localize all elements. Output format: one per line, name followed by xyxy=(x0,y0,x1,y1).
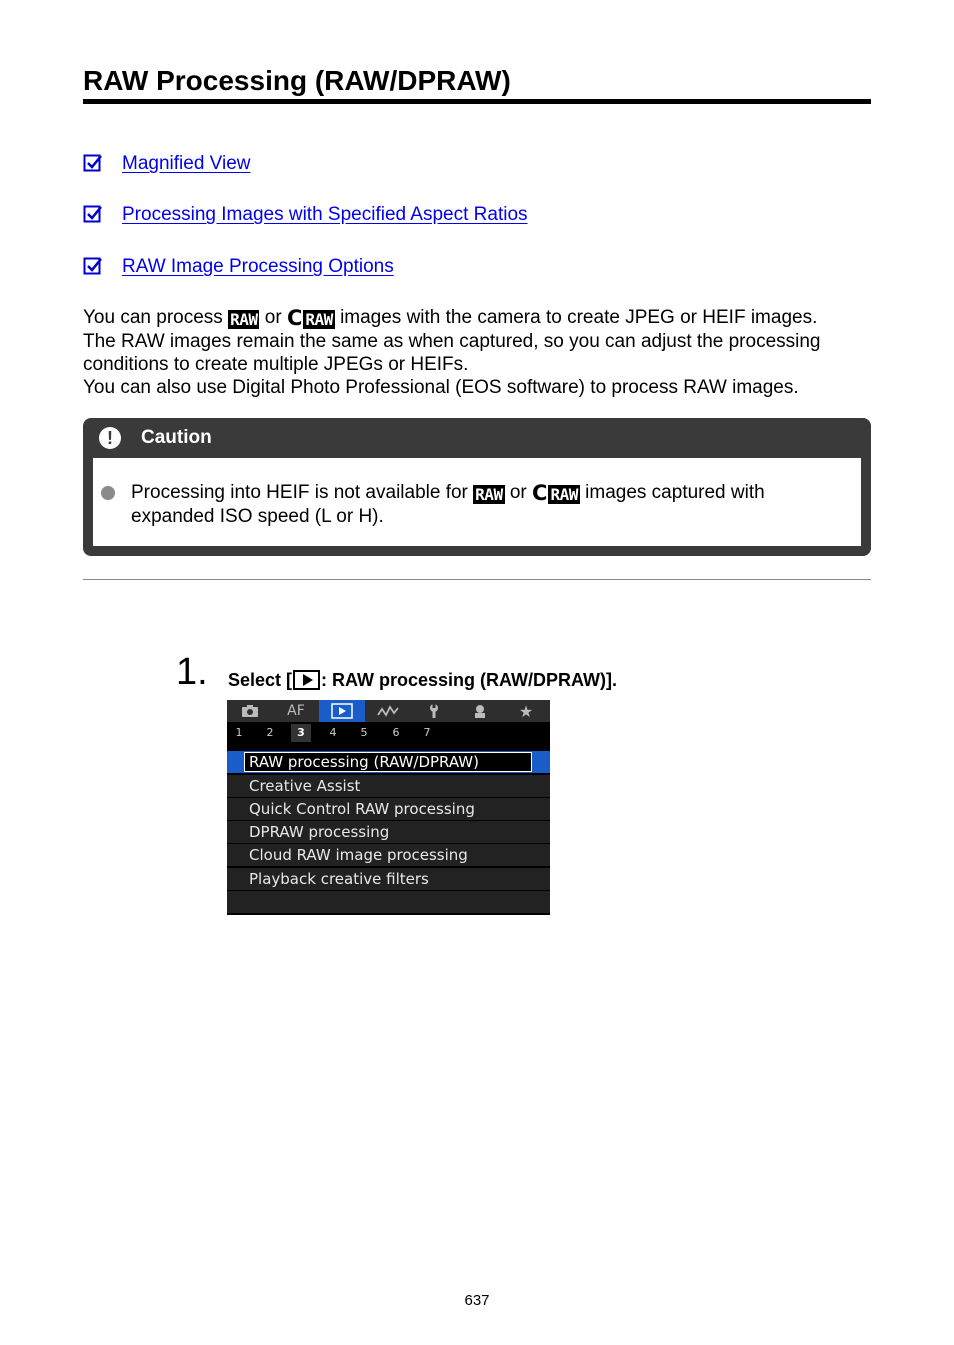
section-divider xyxy=(83,579,871,580)
raw-icon: RAW xyxy=(475,485,503,504)
page-number-7: 7 xyxy=(423,726,431,739)
step-text-a: Select [ xyxy=(228,670,293,690)
wireless-icon xyxy=(365,700,411,722)
caution-body xyxy=(93,458,861,546)
link-item-processing-options[interactable] xyxy=(83,255,394,279)
tab-af: AF xyxy=(287,703,305,719)
camera-tab-bar xyxy=(227,700,550,722)
intro-paragraph-1 xyxy=(83,306,873,330)
step-text-b: : RAW processing (RAW/DPRAW)]. xyxy=(321,670,618,690)
page-number-3: 3 xyxy=(291,724,311,742)
caution-text-b: images captured with expanded ISO speed (L or H). xyxy=(131,482,765,527)
raw-icon: RAW xyxy=(230,310,258,329)
intro-text-a: You can process xyxy=(83,307,223,328)
page-number-6: 6 xyxy=(392,726,400,739)
tab-playback-icon xyxy=(319,700,365,722)
menu-item-empty xyxy=(227,891,550,913)
link-item-magnified-view[interactable] xyxy=(83,152,251,176)
caution-text xyxy=(131,481,831,528)
menu-item-quick-control-raw: Quick Control RAW processing xyxy=(227,798,550,820)
menu-item-label: RAW processing (RAW/DPRAW) xyxy=(249,753,479,771)
bullet-icon xyxy=(101,486,115,500)
intro-text xyxy=(83,306,873,399)
camera-icon xyxy=(227,700,273,722)
menu-item-creative-filters: Playback creative filters xyxy=(227,868,550,890)
intro-paragraph-3: You can also use Digital Photo Professional (EOS software) to process RAW images. xyxy=(83,377,799,398)
caution-box xyxy=(83,418,871,556)
star-icon: ★ xyxy=(518,701,534,721)
menu-item-raw-processing xyxy=(227,751,550,773)
link-processing-options[interactable]: RAW Image Processing Options xyxy=(122,256,394,277)
caution-text-a: Processing into HEIF is not available for xyxy=(131,482,468,503)
craw-c-icon: C xyxy=(532,481,548,505)
page-title: RAW Processing (RAW/DPRAW) xyxy=(83,64,871,104)
checkbox-link-icon xyxy=(83,205,103,225)
page-number-2: 2 xyxy=(266,726,274,739)
link-magnified-view[interactable]: Magnified View xyxy=(122,153,251,174)
menu-item-creative-assist: Creative Assist xyxy=(227,775,550,797)
step-number: 1. xyxy=(176,651,208,693)
page-number-4: 4 xyxy=(329,726,337,739)
camera-page-numbers xyxy=(227,722,550,744)
link-item-aspect-ratios[interactable] xyxy=(83,203,528,227)
craw-icon: RAW xyxy=(550,485,578,504)
menu-item-dpraw-processing: DPRAW processing xyxy=(227,821,550,843)
intro-paragraph-2: The RAW images remain the same as when captured, so you can adjust the processing conditions to create multiple JPEGs or HEIFs. xyxy=(83,331,821,375)
caution-or: or xyxy=(509,482,527,503)
page-number: 637 xyxy=(464,1292,490,1309)
intro-or: or xyxy=(264,307,282,328)
camera-menu-screenshot xyxy=(227,700,550,915)
checkbox-link-icon xyxy=(83,257,103,277)
page-number-5: 5 xyxy=(360,726,368,739)
step-instruction xyxy=(228,668,617,692)
menu-item-cloud-raw: Cloud RAW image processing xyxy=(227,844,550,866)
caution-icon: ! xyxy=(99,427,121,449)
custom-icon xyxy=(457,700,503,722)
link-aspect-ratios[interactable]: Processing Images with Specified Aspect Ratios xyxy=(122,204,528,225)
page-number-1: 1 xyxy=(235,726,243,739)
wrench-icon xyxy=(411,700,457,722)
intro-text-b: images with the camera to create JPEG or HEIF images. xyxy=(340,307,818,328)
caution-title: Caution xyxy=(141,427,212,448)
caution-header xyxy=(83,418,871,458)
playback-icon xyxy=(293,670,320,690)
checkbox-link-icon xyxy=(83,154,103,174)
craw-c-icon: C xyxy=(286,306,303,330)
craw-icon: RAW xyxy=(305,310,333,329)
